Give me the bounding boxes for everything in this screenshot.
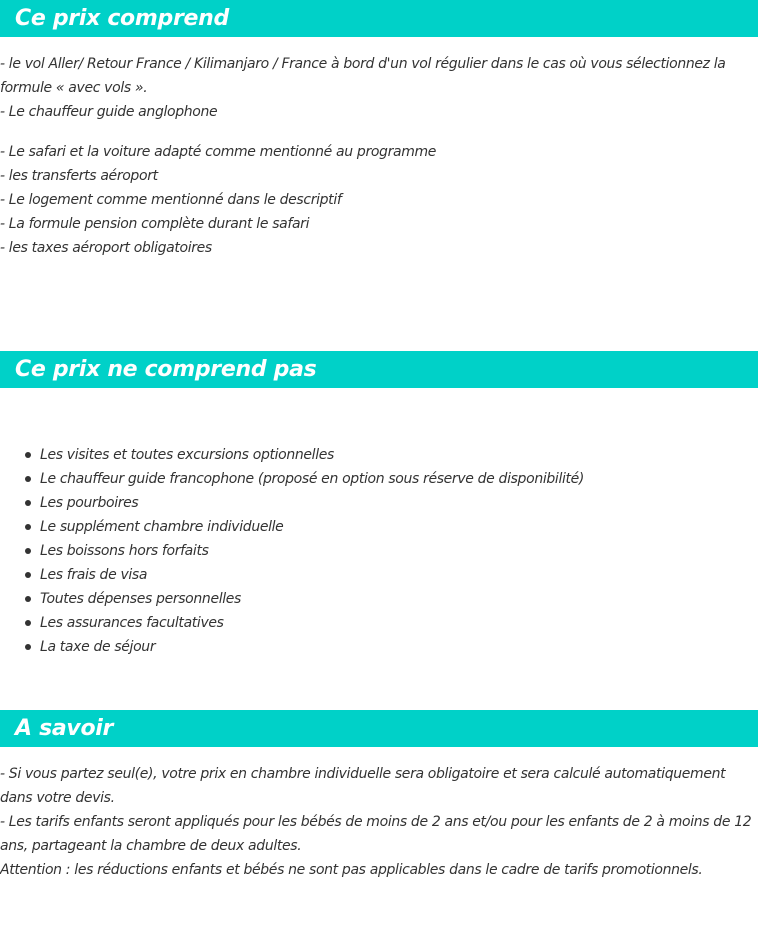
list-item: Les pourboires [0, 491, 758, 515]
notes-title: A savoir [15, 715, 114, 741]
excludes-title: Ce prix ne comprend pas [15, 356, 317, 382]
includes-line: - les transferts aéroport [0, 168, 158, 184]
notes-text-block [0, 762, 758, 882]
includes-line: - les taxes aéroport obligatoires [0, 240, 212, 256]
list-item: Les visites et toutes excursions optionnelles [0, 443, 758, 467]
notes-line: - Si vous partez seul(e), votre prix en chambre individuelle sera obligatoire et sera calculé automatiquement dans votre devis. [0, 766, 726, 806]
list-item: Les assurances facultatives [0, 611, 758, 635]
includes-line: - Le safari et la voiture adapté comme mentionné au programme [0, 144, 437, 160]
includes-line: - Le chauffeur guide anglophone [0, 104, 218, 120]
section-header-notes [0, 710, 758, 747]
includes-title: Ce prix comprend [15, 5, 229, 31]
excludes-list [0, 443, 758, 659]
includes-line: - le vol Aller/ Retour France / Kilimanjaro / France à bord d'un vol régulier dans le cas où vous sélectionnez la formule « avec vols ». [0, 56, 726, 96]
list-item: La taxe de séjour [0, 635, 758, 659]
list-item: Les frais de visa [0, 563, 758, 587]
includes-line: - La formule pension complète durant le safari [0, 216, 310, 232]
includes-line: - Le logement comme mentionné dans le descriptif [0, 192, 342, 208]
list-item: Les boissons hors forfaits [0, 539, 758, 563]
notes-line: Attention : les réductions enfants et bébés ne sont pas applicables dans le cadre de tarifs promotionnels. [0, 862, 703, 878]
includes-text-block-b [0, 140, 758, 260]
includes-text-block-a [0, 52, 758, 124]
section-header-includes [0, 0, 758, 37]
list-item: Le supplément chambre individuelle [0, 515, 758, 539]
notes-line: - Les tarifs enfants seront appliqués pour les bébés de moins de 2 ans et/ou pour les enfants de 2 à moins de 12 ans, partageant la chambre de deux adultes. [0, 814, 752, 854]
section-header-excludes [0, 351, 758, 388]
list-item: Le chauffeur guide francophone (proposé en option sous réserve de disponibilité) [0, 467, 758, 491]
list-item: Toutes dépenses personnelles [0, 587, 758, 611]
